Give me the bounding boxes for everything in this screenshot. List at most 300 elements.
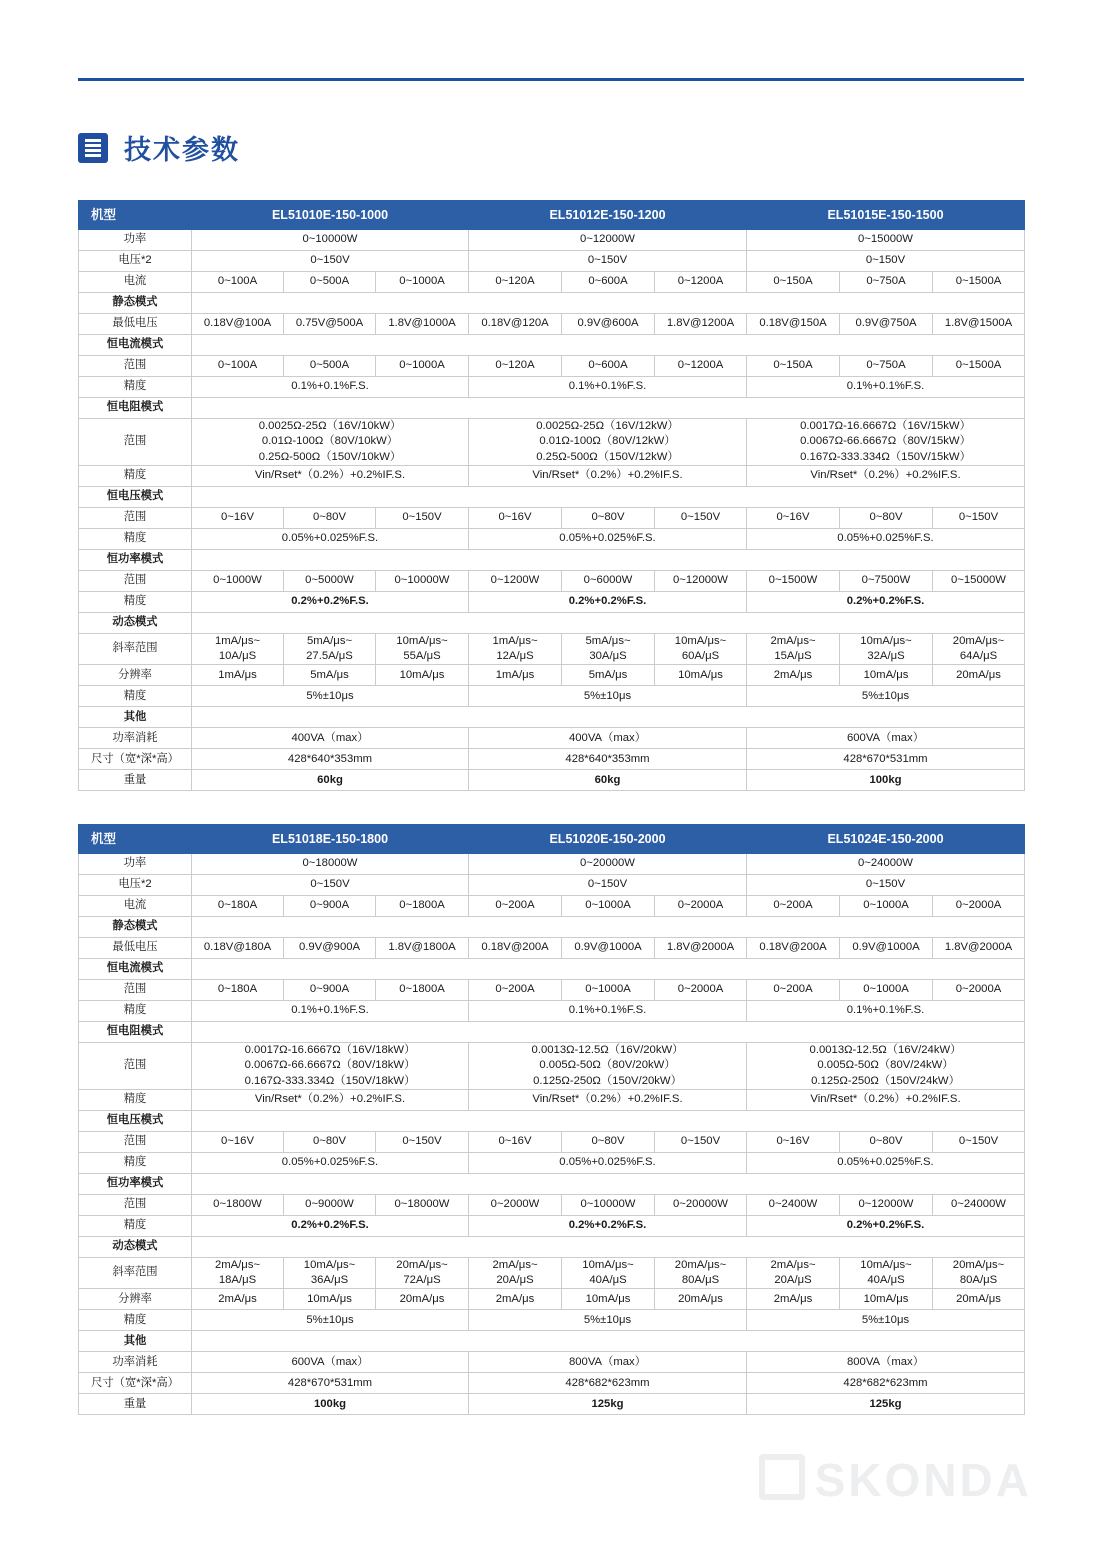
value-line: 20A/μS — [774, 1274, 812, 1286]
table-row — [79, 314, 1025, 335]
value-cell: 0~150V — [469, 251, 747, 272]
value-cell: 0~80V — [562, 1131, 655, 1152]
value-cell: 0.05%+0.025%F.S. — [747, 528, 1025, 549]
value-cell: 800VA（max） — [469, 1352, 747, 1373]
section-title-row — [78, 128, 240, 167]
value-cell: 0~200A — [747, 896, 840, 917]
value-line: 0.167Ω-333.334Ω（150V/18kW） — [244, 1074, 416, 1087]
table-row — [79, 398, 1025, 419]
row-label: 功率 — [79, 230, 192, 251]
section-spacer — [192, 1110, 1025, 1131]
value-cell: 1.8V@2000A — [655, 938, 747, 959]
value-cell: 0~500A — [284, 356, 376, 377]
row-label: 范围 — [79, 980, 192, 1001]
value-cell: 5mA/μs — [562, 665, 655, 686]
value-cell: 0~1800A — [376, 896, 469, 917]
value-line: 0.0025Ω-25Ω（16V/12kW） — [536, 420, 679, 432]
value-line: 10A/μS — [218, 650, 257, 662]
value-cell: 1.8V@1500A — [933, 314, 1025, 335]
table-row — [79, 770, 1025, 791]
row-label: 斜率范围 — [79, 633, 192, 665]
table-row — [79, 896, 1025, 917]
table-row — [79, 1194, 1025, 1215]
value-cell: 0~150V — [655, 507, 747, 528]
value-cell: Vin/Rset*（0.2%）+0.2%IF.S. — [469, 1089, 747, 1110]
value-cell: 1mA/μs — [192, 665, 284, 686]
value-cell: 0~1000A — [376, 272, 469, 293]
table-row — [79, 335, 1025, 356]
value-cell: 0~18000W — [192, 854, 469, 875]
table-row — [79, 665, 1025, 686]
value-cell: 0~16V — [747, 1131, 840, 1152]
value-line: 0.0067Ω-66.6667Ω（80V/15kW） — [800, 435, 971, 448]
value-cell: 10mA/μs — [562, 1289, 655, 1310]
row-label: 范围 — [79, 570, 192, 591]
value-cell: 0~12000W — [469, 230, 747, 251]
value-cell: 100kg — [747, 770, 1025, 791]
section-label: 静态模式 — [79, 293, 192, 314]
row-label: 精度 — [79, 528, 192, 549]
value-cell: 0.1%+0.1%F.S. — [469, 1001, 747, 1022]
section-spacer — [192, 1331, 1025, 1352]
value-cell-range — [933, 633, 1025, 665]
value-cell: 0~80V — [284, 507, 376, 528]
value-cell: 400VA（max） — [469, 728, 747, 749]
value-cell: 0~16V — [469, 507, 562, 528]
header-model-2: EL51012E-150-1200 — [469, 201, 747, 230]
table-row — [79, 1310, 1025, 1331]
value-cell: 0~1500A — [933, 272, 1025, 293]
section-label: 恒电流模式 — [79, 959, 192, 980]
row-label: 精度 — [79, 1310, 192, 1331]
value-cell: 0~2000A — [933, 896, 1025, 917]
value-cell: 0~200A — [469, 980, 562, 1001]
value-cell: 0~1500W — [747, 570, 840, 591]
value-line: 0.0025Ω-25Ω（16V/10kW） — [258, 420, 402, 432]
table-row — [79, 570, 1025, 591]
table-row — [79, 854, 1025, 875]
row-label: 精度 — [79, 1001, 192, 1022]
row-label: 精度 — [79, 465, 192, 486]
row-label: 电压*2 — [79, 251, 192, 272]
section-label: 恒功率模式 — [79, 549, 192, 570]
header-model-label: 机型 — [79, 825, 192, 854]
value-cell: Vin/Rset*（0.2%）+0.2%IF.S. — [747, 465, 1025, 486]
value-cell: 0~1200A — [655, 356, 747, 377]
value-cell-multiline — [192, 1043, 469, 1090]
table-row — [79, 486, 1025, 507]
value-cell-range — [747, 1257, 840, 1289]
value-cell: 0.2%+0.2%F.S. — [469, 591, 747, 612]
value-line: 0.0013Ω-12.5Ω（16V/20kW） — [531, 1044, 684, 1056]
value-line: 0.0017Ω-16.6667Ω（16V/15kW） — [800, 420, 971, 432]
value-cell: 0~150A — [747, 356, 840, 377]
value-cell-range — [376, 633, 469, 665]
value-cell: 0~1200W — [469, 570, 562, 591]
table-row — [79, 1131, 1025, 1152]
value-cell: 0~1000W — [192, 570, 284, 591]
section-label: 恒功率模式 — [79, 1173, 192, 1194]
value-cell: 0~1800W — [192, 1194, 284, 1215]
table-row — [79, 1331, 1025, 1352]
value-cell: 0~150V — [192, 875, 469, 896]
value-cell: 400VA（max） — [192, 728, 469, 749]
value-cell-range — [840, 1257, 933, 1289]
value-cell: Vin/Rset*（0.2%）+0.2%IF.S. — [469, 465, 747, 486]
value-cell: 0~150V — [747, 251, 1025, 272]
value-cell: 0~150V — [376, 507, 469, 528]
value-cell-range — [840, 633, 933, 665]
row-label: 功率 — [79, 854, 192, 875]
table-row — [79, 749, 1025, 770]
table-row — [79, 875, 1025, 896]
table-row — [79, 1352, 1025, 1373]
brand-mark-icon — [759, 1454, 805, 1500]
table-row — [79, 377, 1025, 398]
value-cell: 2mA/μs — [469, 1289, 562, 1310]
value-line: 40A/μS — [589, 1274, 627, 1286]
table-row — [79, 707, 1025, 728]
value-cell: 0~16V — [469, 1131, 562, 1152]
table-row — [79, 917, 1025, 938]
value-cell: 0~18000W — [376, 1194, 469, 1215]
row-label: 精度 — [79, 1089, 192, 1110]
value-cell: 428*682*623mm — [747, 1373, 1025, 1394]
value-line: 0.0013Ω-12.5Ω（16V/24kW） — [809, 1044, 962, 1056]
header-model-3: EL51024E-150-2000 — [747, 825, 1025, 854]
value-cell: 0~2000A — [933, 980, 1025, 1001]
table-row — [79, 1373, 1025, 1394]
value-cell: 0~150V — [655, 1131, 747, 1152]
value-cell: 0.1%+0.1%F.S. — [747, 377, 1025, 398]
value-cell: 0~100A — [192, 272, 284, 293]
spec-table-2 — [78, 824, 1025, 1415]
row-label: 电流 — [79, 896, 192, 917]
value-cell-range — [562, 1257, 655, 1289]
value-cell: 5%±10μs — [192, 1310, 469, 1331]
value-cell: 20mA/μs — [933, 665, 1025, 686]
value-cell: 0.75V@500A — [284, 314, 376, 335]
table-row — [79, 1236, 1025, 1257]
value-cell: 0~150V — [376, 1131, 469, 1152]
document-icon — [78, 133, 108, 163]
section-spacer — [192, 707, 1025, 728]
section-label: 其他 — [79, 707, 192, 728]
value-cell: 0.9V@1000A — [840, 938, 933, 959]
value-cell: 0~20000W — [469, 854, 747, 875]
section-label: 静态模式 — [79, 917, 192, 938]
table-row — [79, 230, 1025, 251]
value-line: 27.5A/μS — [306, 650, 353, 662]
section-label: 恒电阻模式 — [79, 1022, 192, 1043]
value-cell-range — [655, 1257, 747, 1289]
value-cell: 0.2%+0.2%F.S. — [192, 591, 469, 612]
value-cell: 0.9V@600A — [562, 314, 655, 335]
value-cell: 0.2%+0.2%F.S. — [747, 591, 1025, 612]
value-cell-range — [284, 1257, 376, 1289]
row-label: 功率消耗 — [79, 728, 192, 749]
value-cell: 2mA/μs — [747, 665, 840, 686]
table-row — [79, 728, 1025, 749]
value-cell: 0~2000A — [655, 896, 747, 917]
value-cell: 0~150V — [192, 251, 469, 272]
value-cell: 10mA/μs — [376, 665, 469, 686]
row-label: 分辨率 — [79, 665, 192, 686]
value-cell: 0~7500W — [840, 570, 933, 591]
value-cell: 125kg — [469, 1394, 747, 1415]
section-label: 动态模式 — [79, 612, 192, 633]
value-cell-range — [933, 1257, 1025, 1289]
value-cell: 0~120A — [469, 272, 562, 293]
value-cell: 0~16V — [747, 507, 840, 528]
row-label: 精度 — [79, 1215, 192, 1236]
value-line: 1mA/μs~ — [214, 634, 261, 647]
value-line: 0.01Ω-100Ω（80V/10kW） — [261, 435, 399, 448]
value-line: 10mA/μs~ — [860, 1258, 912, 1271]
table-row — [79, 293, 1025, 314]
table-row — [79, 633, 1025, 665]
value-cell-multiline — [747, 1043, 1025, 1090]
table-row — [79, 959, 1025, 980]
value-cell: 0.18V@150A — [747, 314, 840, 335]
row-label: 精度 — [79, 377, 192, 398]
value-cell-range — [192, 633, 284, 665]
table-row — [79, 549, 1025, 570]
section-spacer — [192, 486, 1025, 507]
value-cell: 0~9000W — [284, 1194, 376, 1215]
section-spacer — [192, 398, 1025, 419]
value-cell-multiline — [469, 419, 747, 466]
value-cell: 0.05%+0.025%F.S. — [192, 1152, 469, 1173]
value-line: 20mA/μs~ — [952, 634, 1005, 647]
value-cell: 20mA/μs — [933, 1289, 1025, 1310]
value-cell: 1.8V@2000A — [933, 938, 1025, 959]
section-label: 其他 — [79, 1331, 192, 1352]
table-row — [79, 1001, 1025, 1022]
section-label: 恒电阻模式 — [79, 398, 192, 419]
value-line: 40A/μS — [867, 1274, 905, 1286]
value-cell: 1.8V@1800A — [376, 938, 469, 959]
row-label: 尺寸（宽*深*高） — [79, 749, 192, 770]
value-cell: 0~20000W — [655, 1194, 747, 1215]
value-line: 0.25Ω-500Ω（150V/12kW） — [536, 450, 679, 463]
row-label: 电流 — [79, 272, 192, 293]
row-label: 精度 — [79, 686, 192, 707]
table-row — [79, 1089, 1025, 1110]
row-label: 斜率范围 — [79, 1257, 192, 1289]
row-label: 范围 — [79, 1043, 192, 1090]
table-row — [79, 980, 1025, 1001]
value-cell: 0~80V — [562, 507, 655, 528]
table-header-row — [79, 825, 1025, 854]
value-cell: 0~10000W — [376, 570, 469, 591]
row-label: 最低电压 — [79, 938, 192, 959]
value-cell: 0~6000W — [562, 570, 655, 591]
header-model-3: EL51015E-150-1500 — [747, 201, 1025, 230]
row-label: 功率消耗 — [79, 1352, 192, 1373]
section-spacer — [192, 549, 1025, 570]
table-row — [79, 591, 1025, 612]
value-cell: 0.05%+0.025%F.S. — [747, 1152, 1025, 1173]
value-cell-range — [469, 633, 562, 665]
table-row — [79, 1215, 1025, 1236]
value-cell: 0.1%+0.1%F.S. — [192, 1001, 469, 1022]
value-cell: 5%±10μs — [469, 686, 747, 707]
value-cell: 10mA/μs — [840, 665, 933, 686]
value-cell: 0~1000A — [376, 356, 469, 377]
value-line: 20A/μS — [496, 1274, 534, 1286]
value-line: 0.125Ω-250Ω（150V/24kW） — [811, 1074, 960, 1087]
table-row — [79, 272, 1025, 293]
value-cell: 428*640*353mm — [192, 749, 469, 770]
value-cell: 0~2000W — [469, 1194, 562, 1215]
value-cell: 0~16V — [192, 507, 284, 528]
value-cell: 0~750A — [840, 272, 933, 293]
value-cell-range — [376, 1257, 469, 1289]
value-cell: 0.2%+0.2%F.S. — [469, 1215, 747, 1236]
row-label: 分辨率 — [79, 1289, 192, 1310]
value-cell: 0.05%+0.025%F.S. — [469, 528, 747, 549]
table-header-row — [79, 201, 1025, 230]
value-cell: 0~16V — [192, 1131, 284, 1152]
value-cell: 20mA/μs — [655, 1289, 747, 1310]
value-cell-multiline — [192, 419, 469, 466]
table-row — [79, 1173, 1025, 1194]
value-cell: 10mA/μs — [284, 1289, 376, 1310]
row-label: 范围 — [79, 1194, 192, 1215]
value-line: 2mA/μs~ — [770, 1258, 816, 1271]
value-cell: 428*640*353mm — [469, 749, 747, 770]
value-cell: 60kg — [192, 770, 469, 791]
value-cell: 5%±10μs — [747, 1310, 1025, 1331]
value-line: 0.167Ω-333.334Ω（150V/15kW） — [800, 450, 971, 463]
row-label: 范围 — [79, 356, 192, 377]
table-row — [79, 1110, 1025, 1131]
value-line: 80A/μS — [681, 1274, 720, 1286]
value-cell: 0.9V@750A — [840, 314, 933, 335]
value-line: 30A/μS — [589, 650, 627, 662]
value-line: 12A/μS — [496, 650, 534, 662]
value-cell: 0~200A — [747, 980, 840, 1001]
value-cell: 0.2%+0.2%F.S. — [192, 1215, 469, 1236]
value-line: 10mA/μs~ — [396, 634, 448, 647]
value-cell: 0~80V — [840, 507, 933, 528]
value-cell: 0.9V@1000A — [562, 938, 655, 959]
value-cell-multiline — [469, 1043, 747, 1090]
table-row — [79, 356, 1025, 377]
value-line: 5mA/μs~ — [585, 634, 631, 647]
value-cell: 0~5000W — [284, 570, 376, 591]
value-line: 0.005Ω-50Ω（80V/20kW） — [539, 1059, 676, 1072]
value-cell: 1.8V@1000A — [376, 314, 469, 335]
value-cell: 1mA/μs — [469, 665, 562, 686]
value-cell: Vin/Rset*（0.2%）+0.2%IF.S. — [192, 465, 469, 486]
value-cell: 5%±10μs — [192, 686, 469, 707]
value-cell: 1.8V@1200A — [655, 314, 747, 335]
value-cell: 0~24000W — [747, 854, 1025, 875]
row-label: 重量 — [79, 770, 192, 791]
value-line: 60A/μS — [681, 650, 720, 662]
value-cell: 5%±10μs — [469, 1310, 747, 1331]
value-cell: 0.05%+0.025%F.S. — [469, 1152, 747, 1173]
value-cell-range — [284, 633, 376, 665]
value-cell: 0~120A — [469, 356, 562, 377]
value-cell: 800VA（max） — [747, 1352, 1025, 1373]
value-cell: 0~200A — [469, 896, 562, 917]
value-cell-range — [469, 1257, 562, 1289]
value-line: 18A/μS — [218, 1274, 257, 1286]
value-cell: 0.18V@180A — [192, 938, 284, 959]
value-cell: 0~900A — [284, 980, 376, 1001]
value-line: 55A/μS — [403, 650, 441, 662]
value-line: 32A/μS — [867, 650, 905, 662]
top-rule — [78, 78, 1024, 81]
page-title: 技术参数 — [124, 135, 240, 165]
table-row — [79, 1152, 1025, 1173]
value-line: 0.125Ω-250Ω（150V/20kW） — [533, 1074, 682, 1087]
value-cell: 0~1800A — [376, 980, 469, 1001]
table-row — [79, 1257, 1025, 1289]
value-cell: 0~12000W — [655, 570, 747, 591]
value-cell: 0~750A — [840, 356, 933, 377]
table-row — [79, 686, 1025, 707]
value-cell: 20mA/μs — [376, 1289, 469, 1310]
section-spacer — [192, 293, 1025, 314]
value-cell: 428*670*531mm — [747, 749, 1025, 770]
row-label: 精度 — [79, 591, 192, 612]
value-cell: 0~1200A — [655, 272, 747, 293]
row-label: 尺寸（宽*深*高） — [79, 1373, 192, 1394]
value-line: 1mA/μs~ — [492, 634, 538, 647]
value-cell-range — [562, 633, 655, 665]
value-cell: 0~24000W — [933, 1194, 1025, 1215]
value-cell: 0~150V — [933, 1131, 1025, 1152]
value-cell: 0.1%+0.1%F.S. — [747, 1001, 1025, 1022]
section-spacer — [192, 1173, 1025, 1194]
value-line: 72A/μS — [403, 1274, 441, 1286]
value-line: 15A/μS — [774, 650, 812, 662]
value-cell: 0~15000W — [747, 230, 1025, 251]
row-label: 最低电压 — [79, 314, 192, 335]
value-cell: 0~2400W — [747, 1194, 840, 1215]
row-label: 重量 — [79, 1394, 192, 1415]
value-cell: 600VA（max） — [192, 1352, 469, 1373]
watermark — [759, 1453, 1032, 1507]
section-spacer — [192, 1022, 1025, 1043]
value-line: 36A/μS — [310, 1274, 349, 1286]
value-cell: 2mA/μs — [747, 1289, 840, 1310]
value-cell: 0~180A — [192, 896, 284, 917]
value-line: 0.25Ω-500Ω（150V/10kW） — [258, 450, 402, 463]
value-cell: 125kg — [747, 1394, 1025, 1415]
value-cell: 600VA（max） — [747, 728, 1025, 749]
value-line: 20mA/μs~ — [674, 1258, 727, 1271]
value-cell-multiline — [747, 419, 1025, 466]
value-line: 10mA/μs~ — [674, 634, 727, 647]
value-line: 2mA/μs~ — [214, 1258, 261, 1271]
value-cell: 0~600A — [562, 356, 655, 377]
table-row — [79, 1394, 1025, 1415]
watermark-text: SKONDA — [814, 1454, 1032, 1506]
value-cell: 0~500A — [284, 272, 376, 293]
value-cell: 0.1%+0.1%F.S. — [192, 377, 469, 398]
value-cell: 0.2%+0.2%F.S. — [747, 1215, 1025, 1236]
header-model-2: EL51020E-150-2000 — [469, 825, 747, 854]
value-cell: 0~150V — [933, 507, 1025, 528]
value-cell: 10mA/μs — [655, 665, 747, 686]
section-spacer — [192, 612, 1025, 633]
value-cell: 0~150V — [747, 875, 1025, 896]
